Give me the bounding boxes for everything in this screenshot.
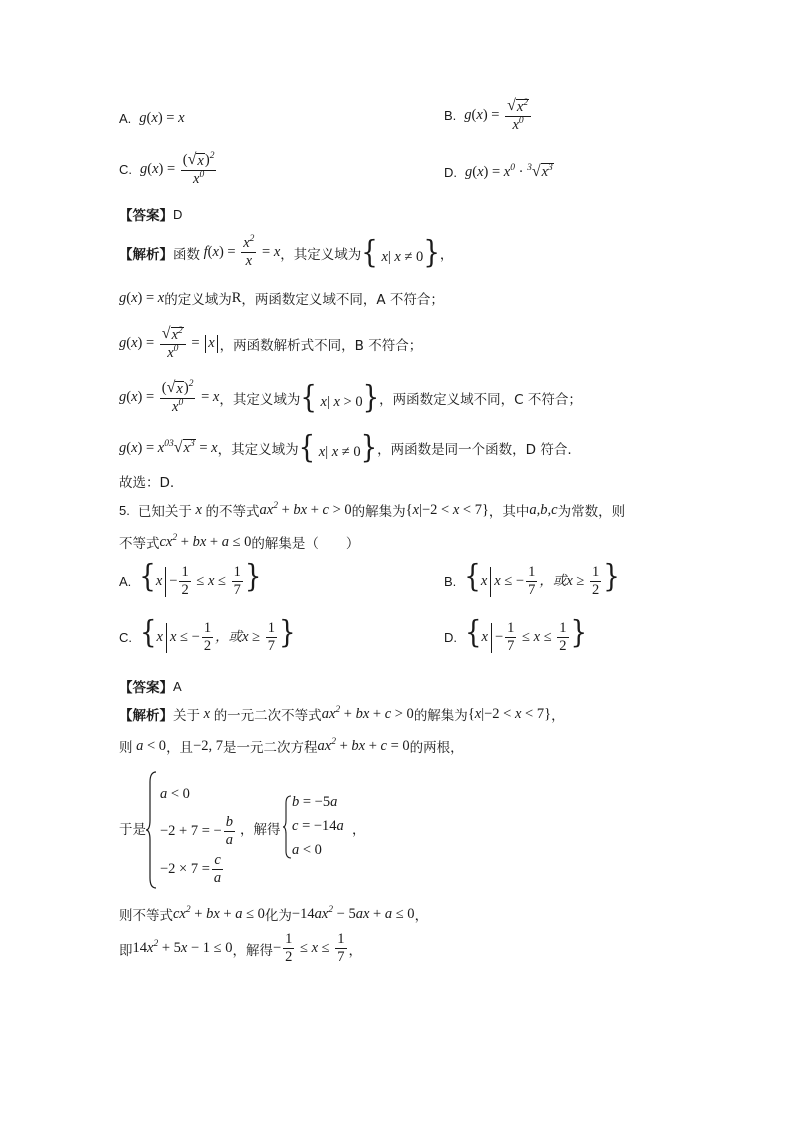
q5-analysis-line-1 [119, 704, 565, 724]
q4-analysis-line-5 [119, 430, 572, 466]
math-set: {x x ≤ − $\frac{1}{2}$ ，或x ≥ $\frac{1}{7}$ } [140, 615, 296, 655]
math-set: { x| x > 0} [300, 379, 380, 416]
math-formula: g(x) = ( √ x )$^2$ $x^0$ = x [119, 379, 220, 415]
system-eq-1: a < 0 [160, 786, 190, 802]
text: ，两函数是同一个函数，D 符合. [377, 442, 572, 458]
math-set: {x|−2 < x < 7} [405, 501, 489, 518]
math-formula: $ax^2$ + bx + c > 0 [321, 704, 414, 722]
text: ，且 [166, 740, 194, 756]
answer-value: D [173, 206, 183, 222]
q5-analysis-line-4 [119, 904, 428, 924]
option-label: B. [444, 108, 457, 123]
math-var: x [191, 501, 206, 518]
math-set: { x| x ≠ 0} [361, 234, 440, 271]
q5-option-d [444, 615, 588, 655]
text: ，两函数定义域不同，A 不符合； [241, 292, 444, 308]
option-label: D. [444, 629, 457, 645]
text: ，或 [215, 629, 243, 645]
math-formula: $cx^2$ + bx + a ≤ 0 [173, 904, 265, 922]
math-set: {x|−2 < x < 7} [467, 705, 552, 722]
math-formula: $g(x) = x^{03}$ √ $x^3$ = x [119, 439, 218, 456]
q5-option-c [119, 615, 296, 655]
text: 是一元二次方程 [223, 740, 318, 756]
answer-value: A [173, 678, 182, 694]
text: ， [439, 246, 454, 263]
answer-tag: 【答案】 [119, 208, 173, 224]
math-formula: − $\frac{1}{2}$ ≤ x ≤ $\frac{1}{7}$ [272, 931, 345, 966]
text: 的一元二次不等式 [213, 708, 322, 724]
system-eq-3: −2 × 7 = $\frac{c}{a}$ [160, 852, 222, 887]
solution-eq-3: a < 0 [292, 842, 322, 858]
left-brace-large [146, 770, 158, 890]
q4-analysis-line-1 [119, 236, 453, 269]
math-formula: g(x) = x [139, 110, 185, 126]
text: 的解集是（ ） [251, 536, 360, 552]
text: ， [414, 908, 429, 924]
q5-option-b [444, 559, 620, 599]
option-label: D. [444, 164, 457, 180]
math-set: { x| x ≠ 0} [298, 430, 378, 466]
option-label: A. [119, 573, 132, 589]
option-label: C. [119, 629, 132, 645]
q5-analysis-line-2 [119, 736, 464, 756]
text: 化为 [264, 908, 292, 924]
text: 则不等式 [119, 908, 173, 924]
math-formula: $-14ax^2 - 5ax + a \le 0$ [291, 904, 415, 922]
math-set: {x − $\frac{1}{7}$ ≤ x ≤ $\frac{1}{2}$ } [465, 615, 588, 655]
text: 的两根， [409, 740, 464, 756]
math-formula: $cx^2$ + bx + a ≤ 0 [159, 532, 252, 550]
option-label: C. [119, 162, 132, 177]
math-formula: a,b,c [529, 501, 558, 518]
solution-eq-1: b = −5a [292, 794, 338, 810]
q5-analysis-solve [240, 818, 281, 838]
math-formula: −2, 7 [193, 737, 223, 754]
text: ， [551, 708, 565, 724]
option-label: B. [444, 573, 457, 589]
q5-option-a [119, 559, 262, 599]
text: ，两函数定义域不同，C 不符合； [379, 391, 582, 408]
text: 故选：D. [119, 475, 175, 491]
math-formula: g(x) = x [119, 289, 165, 306]
math-formula: a < 0 [132, 737, 167, 754]
math-formula: $g(x) = x^0 \cdot ^3$ √ $x^3$ [465, 163, 553, 180]
q5-stem-line-1 [119, 500, 625, 520]
text: ， [352, 822, 366, 838]
math-formula: g(x) = √ $x^2$ $x^0$ [464, 98, 533, 133]
math-formula: f(x) = $\frac{x^2}{x}$ = x [200, 234, 281, 270]
q4-option-d [444, 163, 554, 181]
system-eq-2: −2 + 7 = − $\frac{b}{a}$ [160, 814, 233, 849]
option-label: A. [119, 111, 132, 126]
q4-analysis-line-2 [119, 288, 444, 308]
text: ，其定义域为 [280, 246, 362, 263]
q4-option-b [444, 98, 533, 133]
q4-option-c [119, 152, 218, 187]
math-formula: $ax^2$ + bx + c > 0 [259, 500, 352, 518]
q5-analysis-line-5 [119, 932, 362, 965]
text: ，解得 [232, 942, 273, 959]
text: ，其定义域为 [217, 442, 299, 458]
q5-stem-line-2 [119, 532, 359, 552]
text: 已知关于 [137, 504, 192, 520]
q4-choose [119, 471, 174, 491]
q4-analysis-line-3 [119, 326, 422, 361]
analysis-tag: 【解析】 [119, 246, 173, 263]
text: 关于 [173, 708, 200, 724]
text: 不等式 [119, 536, 160, 552]
q4-answer [119, 204, 190, 224]
q5-answer [119, 676, 190, 696]
text: ，或 [539, 573, 567, 589]
text: 函数 [173, 246, 200, 263]
text: ，两函数解析式不同，B 不符合； [219, 337, 423, 354]
solution-eq-2: c = −14a [292, 818, 344, 834]
answer-tag: 【答案】 [119, 680, 173, 696]
math-formula: g(x) = √ $x^2$ $x^0$ = x [119, 326, 220, 361]
question-number: 5. [119, 502, 130, 518]
q5-analysis-comma [352, 818, 366, 838]
math-set: {x x ≤ − $\frac{1}{7}$ ，或x ≥ $\frac{1}{2}$ } [464, 559, 620, 599]
text: 的定义域为 [164, 292, 232, 308]
text: ， [348, 942, 363, 959]
text: 即 [119, 942, 133, 959]
q4-option-a [119, 110, 185, 127]
text: 的不等式 [205, 504, 260, 520]
math-formula: $ax^2$ + bx + c = 0 [317, 736, 410, 754]
math-formula: $14x^2 + 5x - 1 \le 0$ [132, 939, 233, 957]
text: R [231, 289, 242, 306]
q4-analysis-line-4 [119, 380, 582, 415]
math-var: x [200, 705, 214, 722]
math-set: {x − $\frac{1}{2}$ ≤ x ≤ $\frac{1}{7}$ } [139, 559, 262, 599]
analysis-tag: 【解析】 [119, 708, 173, 724]
text: ，其定义域为 [219, 391, 301, 408]
text: 为常数，则 [557, 504, 626, 520]
q5-analysis-line-3 [119, 818, 146, 838]
text: 于是 [119, 822, 146, 838]
text: ，解得 [240, 822, 281, 838]
math-formula: g(x) = ( √ x )$^2$ $x^0$ [140, 151, 215, 187]
text: 则 [119, 740, 133, 756]
text: 的解集为 [413, 708, 468, 724]
text: ，其中 [488, 504, 530, 520]
text: 的解集为 [351, 504, 406, 520]
